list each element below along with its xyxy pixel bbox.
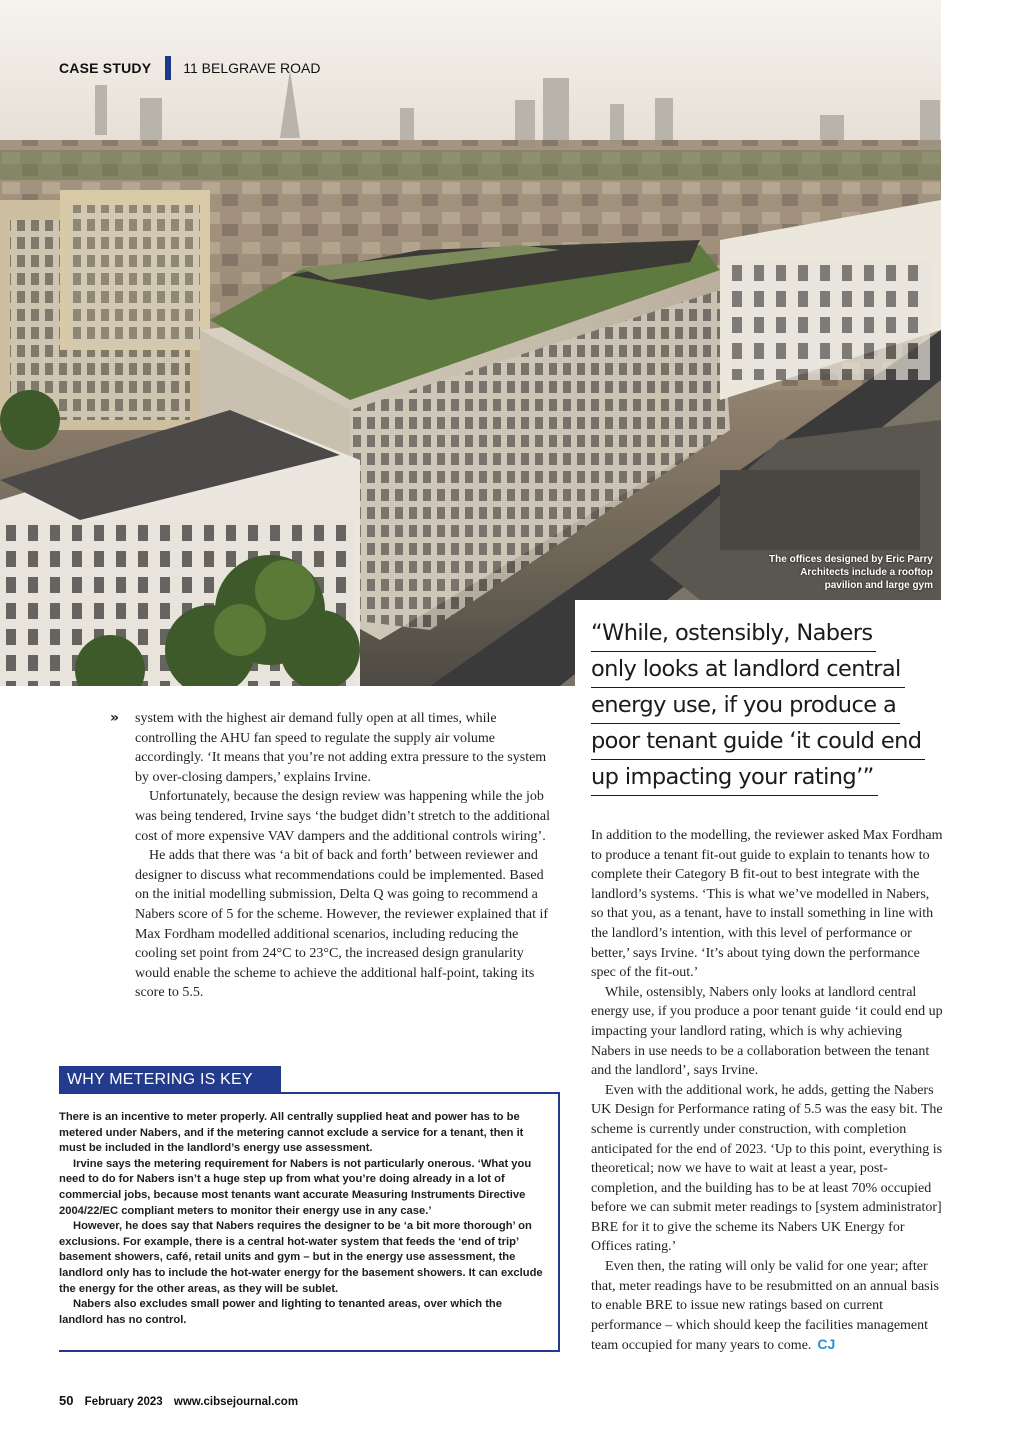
body-paragraph: Unfortunately, because the design review was happening while the job was being tendered, Irvine says ‘the budget didn’t stretch to the additional cost of more expensive VAV dampers and the additional controls wiring’.: [135, 789, 550, 844]
sidebar-box-title: WHY METERING IS KEY: [59, 1066, 281, 1093]
final-paragraph-text: Even then, the rating will only be valid for one year; after that, meter readings have to be resubmitted on an annual basis to enable BRE to issue new ratings based on current performance – which should keep the facilities management team occupied for many years to come.: [591, 1259, 939, 1354]
body-paragraph: He adds that there was ‘a bit of back and forth’ between reviewer and designer to discuss what recommendations could be implemented. Based on the initial modelling submission, Delta Q was going to recommend a Nabers score of 5 for the scheme. However, the reviewer explained that if Max Fordham modelled additional scenarios, including reducing the cooling set point from 24°C to 23°C, the increased design granularity would enable the scheme to achieve the additional half-point, taking its score to 5.5.: [135, 848, 549, 1001]
pull-quote-line: poor tenant guide ‘it could end: [591, 724, 925, 760]
website-link[interactable]: www.cibsejournal.com: [173, 1396, 299, 1408]
continued-arrows-icon: »: [110, 710, 120, 726]
body-paragraph: [591, 1257, 943, 1356]
photo-caption: The offices designed by Eric Parry Architects include a rooftop pavilion and large gym: [769, 554, 933, 591]
pull-quote-line: energy use, if you produce a: [591, 688, 900, 724]
right-body-column: [591, 826, 943, 1356]
sidebar-paragraph: However, he does say that Nabers requires the designer to be ‘a bit more thorough’ on exclusions. For example, there is a central hot-water system that feeds the ‘end of trip’ basement showers, café, retail units and gym – but in the energy use assessment, the landlord only has to include the hot-water energy for the basement showers. It can exclude the energy for the other areas, as they will be sublet.: [59, 1220, 543, 1295]
sidebar-paragraph: Irvine says the metering requirement for Nabers is not particularly onerous. ‘What you need to do for Nabers isn’t a huge step up from what you’re doing already in a lot of commercial jobs, because most tenants want accurate Measuring Instruments Directive 2004/22/EC compliant meters to monitor their energy use in any case.’: [59, 1157, 532, 1217]
sidebar-paragraph: There is an incentive to meter properly. All centrally supplied heat and power has to be metered under Nabers, and if the metering cannot exclude a service for a tenant, then it must be included in the landlord’s energy use assessment.: [59, 1111, 524, 1155]
issue-date: February 2023: [84, 1396, 163, 1408]
section-label: CASE STUDY: [59, 60, 152, 76]
page-footer: [59, 1393, 298, 1408]
header-divider: [165, 56, 171, 80]
pull-quote: [575, 600, 945, 796]
sidebar-paragraph: Nabers also excludes small power and lighting to tenanted areas, over which the landlord has no control.: [59, 1298, 502, 1326]
end-mark: CJ: [817, 1336, 836, 1353]
body-paragraph: While, ostensibly, Nabers only looks at landlord central energy use, if you produce a poor tenant guide ‘it could end up impacting your landlord rating, which is why achieving Nabers in use needs to be a collaboration between the tenant and the landlord’, says Irvine.: [591, 984, 943, 1079]
pull-quote-line: only looks at landlord central: [591, 652, 905, 688]
body-paragraph: system with the highest air demand fully open at all times, while controlling the AHU fan speed to regulate the supply air volume accordingly. ‘It means that you’re not adding extra pressure to the system by over-closing dampers,’ explains Irvine.: [135, 711, 547, 785]
body-paragraph: In addition to the modelling, the reviewer asked Max Fordham to produce a tenant fit-out guide to explain to tenants how to complete their Category B fit-out to best integrate with the landlord’s systems. ‘This is what we’ve modelled in Nabers, so that you, as a tenant, have to install something in line with the landlord’s intention, with this level of performance or better,’ says Irvine. ‘It’s about tying down the performance spec of the fit-out.’: [591, 828, 943, 981]
body-paragraph: Even with the additional work, he adds, getting the Nabers UK Design for Performance rating of 5.5 was the easy bit. The scheme is currently under construction, with completion anticipated for the end of 2023. ‘Up to this point, everything is theoretical; now we have to wait at least a year, post-completion, and the building has to be at least 70% occupied before we can submit meter readings to [system administrator] BRE for it to give the scheme its Nabers UK Energy for Offices rating.’: [591, 1082, 943, 1255]
sidebar-box-body: [59, 1110, 549, 1328]
section-header: [59, 56, 320, 80]
pull-quote-line: up impacting your rating’”: [591, 760, 878, 796]
project-name: 11 BELGRAVE ROAD: [183, 60, 321, 76]
page-number: 50: [59, 1393, 74, 1408]
left-body-column: [135, 709, 555, 1003]
pull-quote-line: “While, ostensibly, Nabers: [591, 616, 876, 652]
